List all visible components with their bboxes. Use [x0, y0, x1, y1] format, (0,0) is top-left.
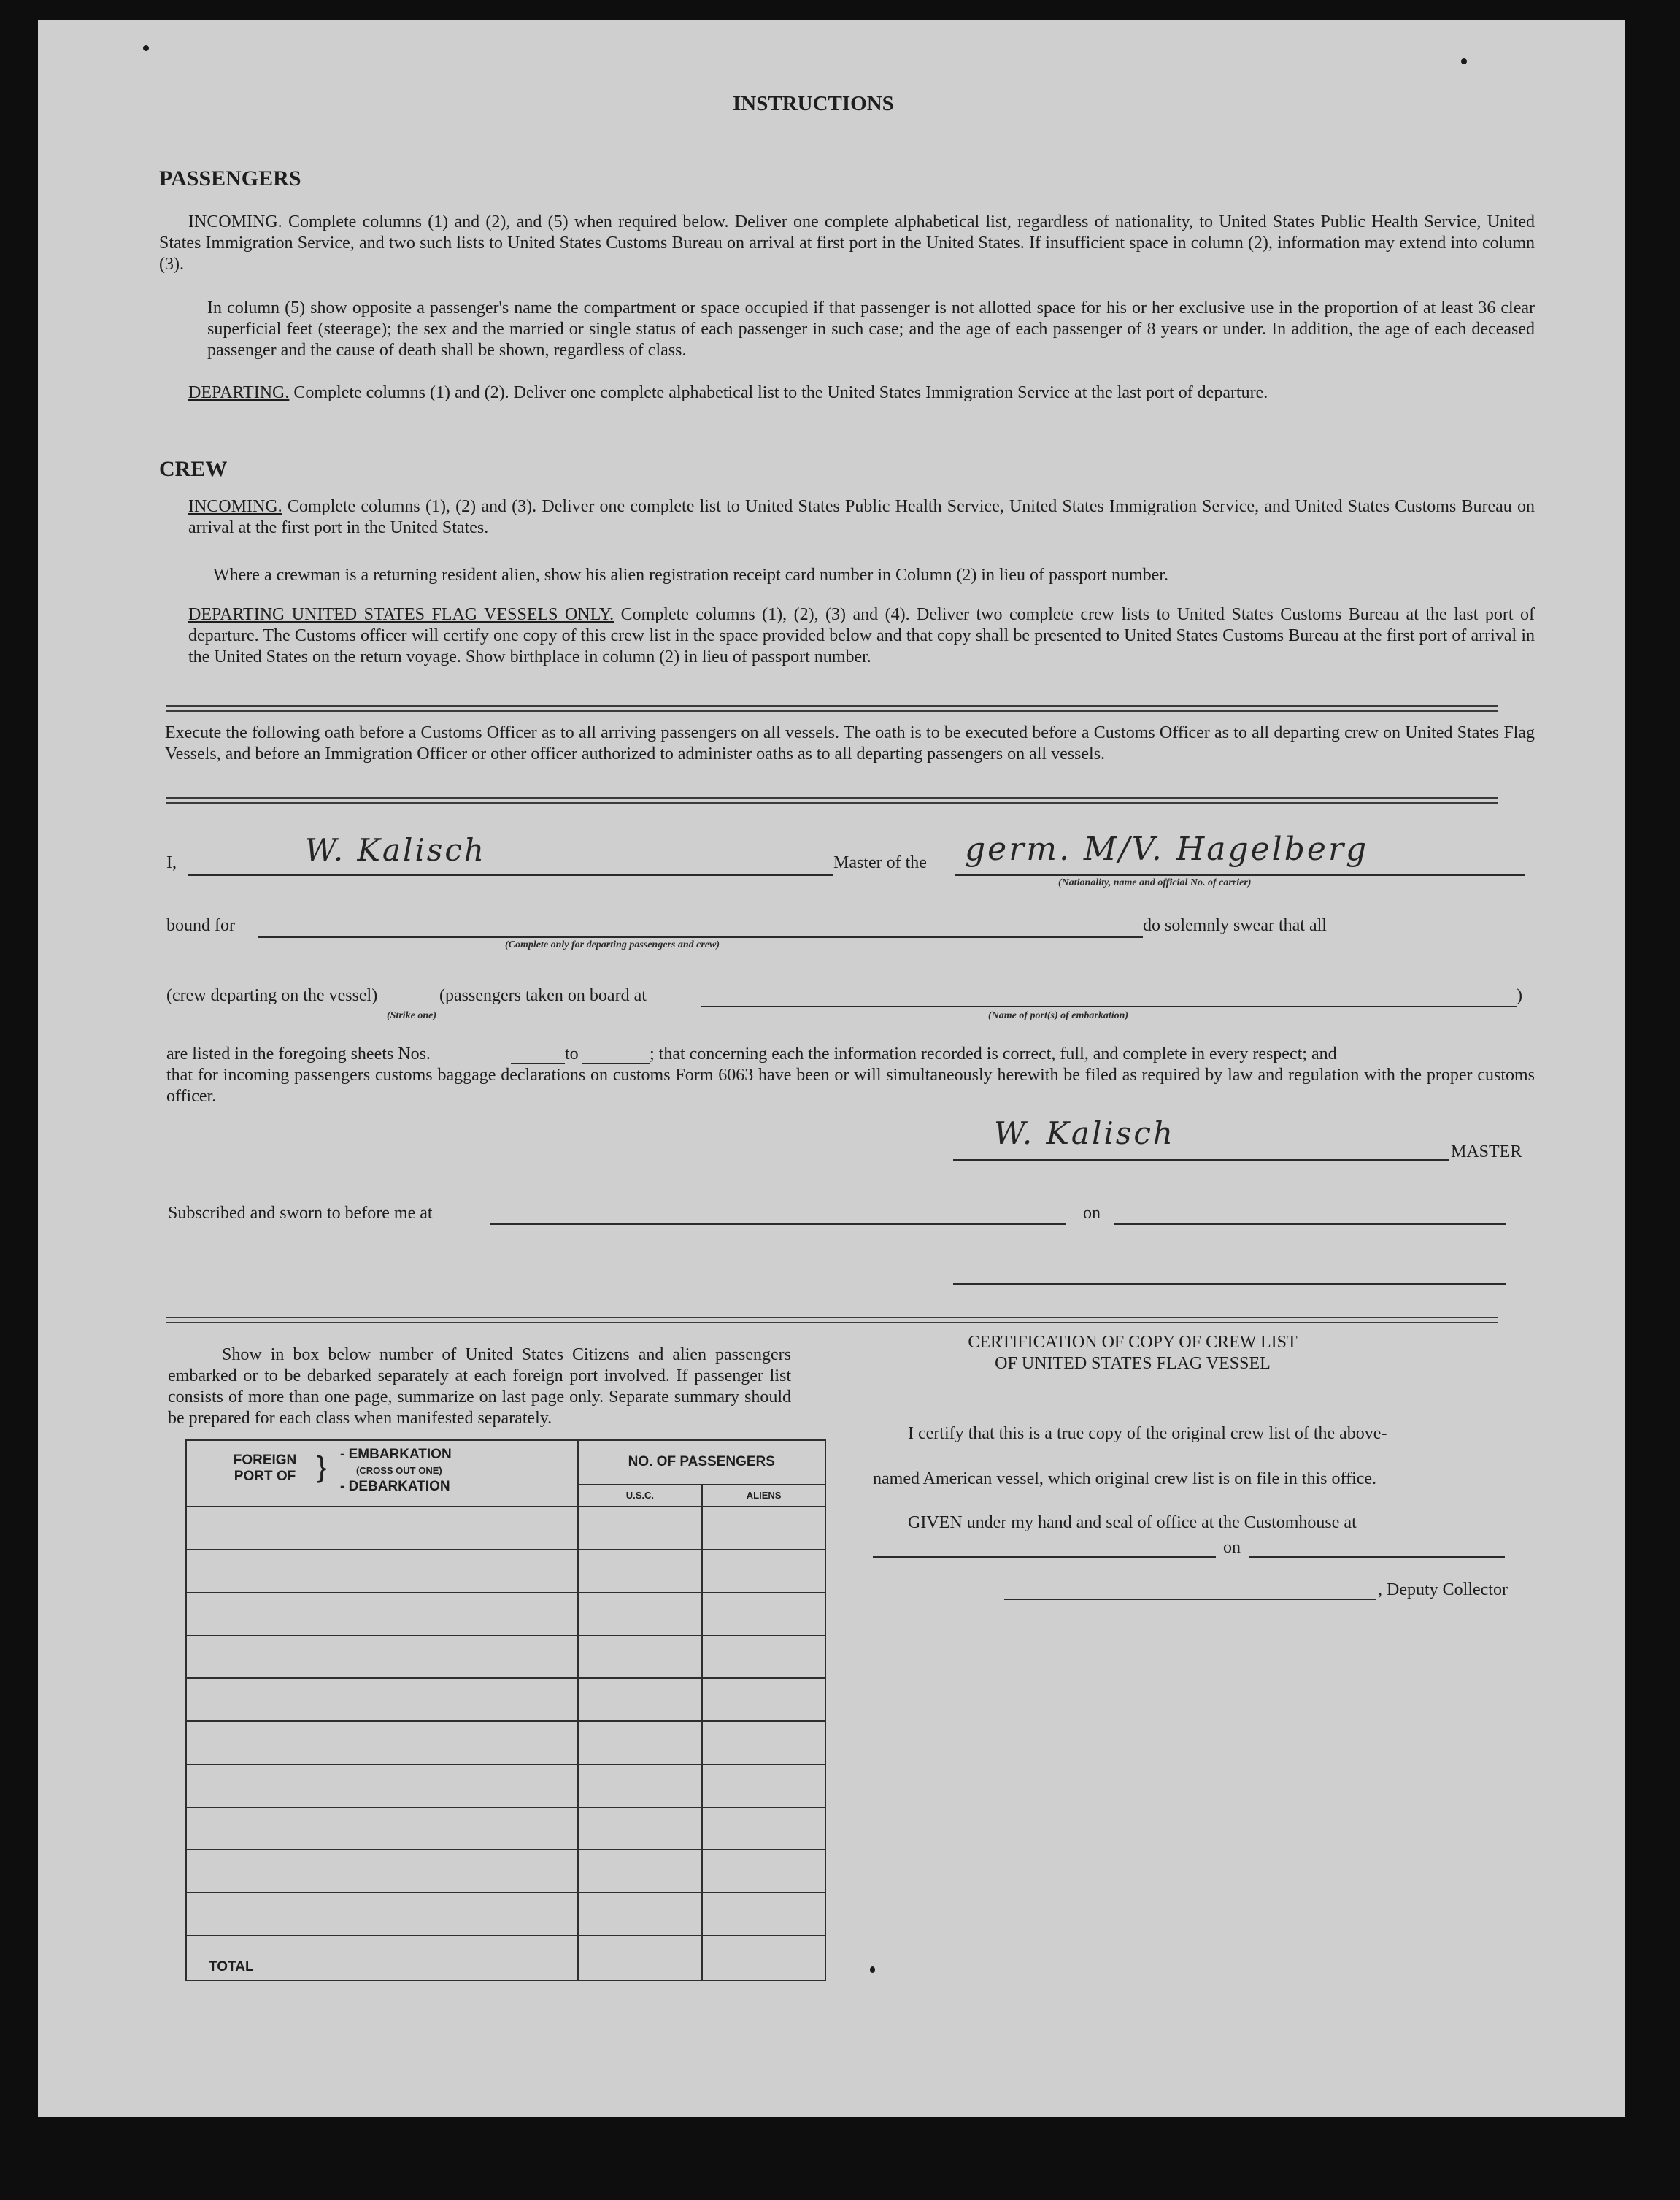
to-word: to — [565, 1045, 579, 1064]
table-row — [186, 1507, 825, 1550]
bound-for-label: bound for — [166, 916, 235, 935]
debarkation-label[interactable]: - DEBARKATION — [340, 1479, 450, 1494]
aliens-cell[interactable] — [702, 1807, 825, 1850]
subscribed-on-label: on — [1083, 1204, 1101, 1223]
port-cell[interactable] — [186, 1678, 578, 1721]
certify-line1: I certify that this is a true copy of the original crew list of the above- — [908, 1424, 1387, 1443]
oath-i-label: I, — [166, 853, 177, 872]
crew-departing-option: (crew departing on the vessel) — [166, 986, 378, 1005]
certification-date-line[interactable] — [1249, 1556, 1505, 1558]
vessel-line[interactable] — [955, 874, 1525, 876]
cross-out-label: (CROSS OUT ONE) — [356, 1465, 442, 1476]
table-row — [186, 1893, 825, 1936]
crew-incoming-paragraph — [188, 496, 1535, 539]
table-row — [186, 1721, 825, 1764]
strike-one-caption: (Strike one) — [387, 1010, 437, 1021]
section-divider — [166, 1317, 1498, 1323]
aliens-cell[interactable] — [702, 1850, 825, 1893]
speck — [143, 45, 149, 51]
usc-header: U.S.C. — [578, 1485, 703, 1507]
crew-departing-paragraph — [188, 604, 1535, 668]
table-row — [186, 1678, 825, 1721]
port-cell[interactable] — [186, 1636, 578, 1679]
foreign-port-label: FOREIGN PORT OF — [233, 1453, 297, 1484]
subscribed-label: Subscribed and sworn to before me at — [168, 1204, 433, 1223]
crew-resident-paragraph: Where a crewman is a returning resident alien, show his alien registration receipt card number in Column (2) in lieu of passport number. — [213, 566, 1168, 585]
certify-line2: named American vessel, which original crew list is on file in this office. — [873, 1469, 1377, 1488]
usc-cell[interactable] — [578, 1550, 703, 1593]
table-row — [186, 1550, 825, 1593]
subscribed-date-line[interactable] — [1114, 1223, 1506, 1225]
crew-incoming-label: INCOMING. — [188, 497, 282, 516]
passengers-incoming-paragraph — [159, 212, 1535, 275]
aliens-cell[interactable] — [702, 1764, 825, 1807]
no-passengers-header: NO. OF PASSENGERS — [578, 1440, 825, 1485]
master-of-label: Master of the — [833, 853, 927, 872]
ports-line[interactable] — [701, 1006, 1517, 1007]
usc-cell[interactable] — [578, 1507, 703, 1550]
passenger-summary-table — [185, 1439, 826, 1981]
port-cell[interactable] — [186, 1721, 578, 1764]
master-name-handwritten: W. Kalisch — [305, 832, 486, 868]
listed-rest: ; that concerning each the information recorded is correct, full, and complete in every respect; and — [650, 1045, 1337, 1064]
usc-cell[interactable] — [578, 1593, 703, 1636]
customhouse-place-line[interactable] — [873, 1556, 1216, 1558]
crew-departing-text: Complete columns (1), (2), (3) and (4). Deliver two complete crew lists to United States Customs Bureau at the last port of departure. The Customs officer will certify one copy of this crew list in the space provided below and that copy shall be presented to United States Customs Bureau at the first port of arrival in the United States on the return voyage. Show birthplace in column (2) in lieu of passport number. — [188, 605, 1535, 666]
vessel-handwritten: germ. M/V. Hagelberg — [965, 831, 1369, 868]
certification-heading-line2: OF UNITED STATES FLAG VESSEL — [995, 1354, 1271, 1373]
aliens-cell[interactable] — [702, 1550, 825, 1593]
crew-departing-label: DEPARTING UNITED STATES FLAG VESSELS ONLY. — [188, 605, 614, 624]
usc-cell[interactable] — [578, 1636, 703, 1679]
listed-prefix: are listed in the foregoing sheets Nos. — [166, 1045, 431, 1064]
section-divider — [166, 705, 1498, 712]
table-row — [186, 1764, 825, 1807]
total-aliens-cell[interactable] — [702, 1936, 825, 1980]
certification-on-label: on — [1223, 1538, 1241, 1557]
summary-instruction: Show in box below number of United States Citizens and alien passengers embarked or to be debarked separately at each foreign port involved. If passenger list consists of more than one page, summarize on last page only. Separate summary should be prepared for each class when manifested separately. — [168, 1345, 791, 1428]
given-text: GIVEN under my hand and seal of office at the Customhouse at — [908, 1513, 1357, 1532]
master-signature: W. Kalisch — [994, 1115, 1175, 1151]
embark-debark-options — [340, 1447, 559, 1495]
aliens-cell[interactable] — [702, 1636, 825, 1679]
passengers-incoming-label: INCOMING. — [188, 212, 282, 231]
crew-incoming-text: Complete columns (1), (2) and (3). Deliver one complete list to United States Public Health Service, United States Immigration Service, and United States Customs Bureau on arrival at the first port in the United States. — [188, 497, 1535, 537]
declaration-text: that for incoming passengers customs baggage declarations on customs Form 6063 have been or will simultaneously herewith be filed as required by law and regulation with the proper customs officer. — [166, 1066, 1535, 1106]
port-cell[interactable] — [186, 1807, 578, 1850]
total-row — [186, 1936, 825, 1980]
aliens-header: ALIENS — [702, 1485, 825, 1507]
aliens-cell[interactable] — [702, 1721, 825, 1764]
passengers-departing-paragraph — [188, 382, 1535, 404]
port-cell[interactable] — [186, 1764, 578, 1807]
passengers-departing-text: Complete columns (1) and (2). Deliver one complete alphabetical list to the United States Immigration Service at the last port of departure. — [293, 383, 1268, 402]
aliens-cell[interactable] — [702, 1893, 825, 1936]
port-cell[interactable] — [186, 1893, 578, 1936]
sheet-to-line[interactable] — [582, 1063, 650, 1064]
passengers-heading: PASSENGERS — [159, 166, 301, 191]
usc-cell[interactable] — [578, 1807, 703, 1850]
bound-for-line[interactable] — [258, 936, 1143, 938]
master-name-line[interactable] — [188, 874, 833, 876]
brace-icon: } — [317, 1451, 327, 1483]
aliens-cell[interactable] — [702, 1678, 825, 1721]
aliens-cell[interactable] — [702, 1507, 825, 1550]
page-title: INSTRUCTIONS — [733, 92, 894, 115]
ports-caption: (Name of port(s) of embarkation) — [988, 1010, 1129, 1021]
passengers-departing-label: DEPARTING. — [188, 383, 290, 402]
table-row — [186, 1807, 825, 1850]
table-row — [186, 1636, 825, 1679]
embarkation-label[interactable]: - EMBARKATION — [340, 1447, 452, 1462]
passengers-taken-option: (passengers taken on board at — [439, 986, 647, 1005]
speck — [1461, 58, 1467, 64]
passengers-column5-paragraph: In column (5) show opposite a passenger's name the compartment or space occupied if that passenger is not allotted space for his or her exclusive use in the proportion of at least 36 clear superficial feet (steerage); the sex and the married or single status of each passenger in such case; and the age of each passenger of 8 years or under. In addition, the age of each deceased passenger and the cause of death shall be shown, regardless of class. — [207, 299, 1535, 360]
port-cell[interactable] — [186, 1550, 578, 1593]
table-row — [186, 1850, 825, 1893]
officer-signature-line[interactable] — [953, 1283, 1506, 1285]
section-divider — [166, 797, 1498, 804]
oath-instruction: Execute the following oath before a Customs Officer as to all arriving passengers on all vessels. The oath is to be executed before a Customs Officer as to all departing crew on United States Flag Vessels, and before an Immigration Officer or other officer authorized to administer oaths as to all departing passengers on all vessels. — [165, 723, 1535, 764]
port-cell[interactable] — [186, 1507, 578, 1550]
crew-heading: CREW — [159, 457, 228, 481]
form-page — [38, 20, 1625, 2117]
usc-cell[interactable] — [578, 1893, 703, 1936]
total-label: TOTAL — [186, 1936, 578, 1980]
usc-cell[interactable] — [578, 1764, 703, 1807]
passengers-incoming-text: Complete columns (1) and (2), and (5) when required below. Deliver one complete alphabetical list, regardless of nationality, to United States Public Health Service, United States Immigration Service, and two such lists to United States Customs Bureau on arrival at first port in the United States. If insufficient space in column (2), information may extend into column (3). — [159, 212, 1535, 274]
usc-cell[interactable] — [578, 1721, 703, 1764]
vessel-caption: (Nationality, name and official No. of carrier) — [1058, 877, 1252, 888]
sheet-from-line[interactable] — [511, 1063, 565, 1064]
table-row — [186, 1593, 825, 1636]
master-signature-line[interactable] — [953, 1159, 1449, 1161]
master-label: MASTER — [1451, 1142, 1522, 1161]
deputy-collector-label: , Deputy Collector — [1378, 1580, 1508, 1599]
bound-for-caption: (Complete only for departing passengers and crew) — [505, 939, 720, 950]
deputy-collector-line[interactable] — [1004, 1599, 1376, 1600]
speck — [870, 1966, 875, 1973]
swear-text: do solemnly swear that all — [1143, 916, 1327, 935]
usc-cell[interactable] — [578, 1678, 703, 1721]
port-cell[interactable] — [186, 1850, 578, 1893]
table-header-row — [186, 1440, 825, 1485]
close-paren: ) — [1517, 986, 1522, 1005]
foreign-port-header — [186, 1440, 578, 1507]
port-cell[interactable] — [186, 1593, 578, 1636]
total-usc-cell[interactable] — [578, 1936, 703, 1980]
usc-cell[interactable] — [578, 1850, 703, 1893]
certification-heading-line1: CERTIFICATION OF COPY OF CREW LIST — [968, 1333, 1298, 1352]
subscribed-place-line[interactable] — [490, 1223, 1066, 1225]
aliens-cell[interactable] — [702, 1593, 825, 1636]
